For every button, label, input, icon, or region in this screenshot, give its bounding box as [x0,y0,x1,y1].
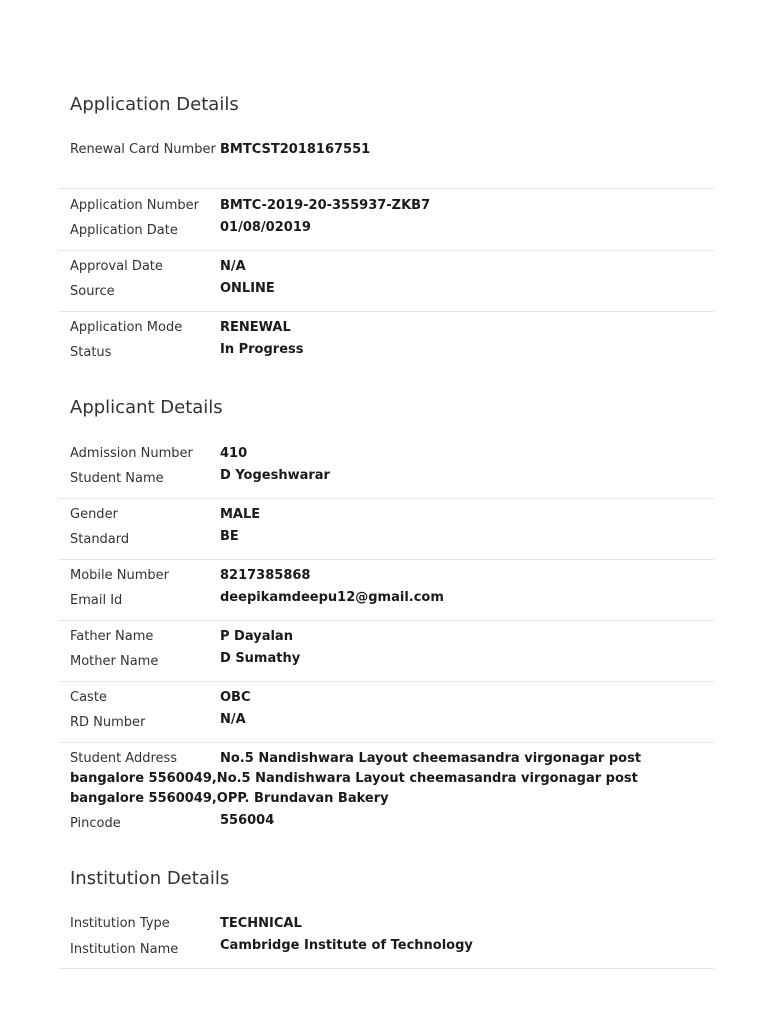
renewal-card-row [58,140,714,189]
status-label: Status [70,345,112,360]
admission-number-label: Admission Number [70,446,193,461]
mother-name-label: Mother Name [70,654,159,669]
caste-value: OBC [220,690,251,705]
admission-row [58,444,714,499]
approval-date-label: Approval Date [70,259,163,274]
email-label: Email Id [70,593,123,608]
renewal-card-label: Renewal Card Number [70,142,216,157]
caste-label: Caste [70,690,107,705]
rd-number-label: RD Number [70,715,146,730]
institution-type-label: Institution Type [70,916,170,931]
institution-details-heading: Institution Details [70,868,230,889]
father-name-label: Father Name [70,629,154,644]
father-name-value: P Dayalan [220,629,293,644]
approval-date-value: N/A [220,259,246,274]
approval-date-row [58,257,714,312]
application-number-label: Application Number [70,198,199,213]
caste-row [58,688,714,743]
applicant-details-heading: Applicant Details [70,397,223,418]
application-number-value: BMTC-2019-20-355937-ZKB7 [220,198,431,213]
institution-type-row [58,914,714,969]
application-mode-label: Application Mode [70,320,183,335]
gender-value: MALE [220,507,261,522]
application-date-label: Application Date [70,223,178,238]
mobile-row [58,566,714,621]
institution-name-label: Institution Name [70,942,179,957]
pincode-value: 556004 [220,813,275,828]
student-address-label: Student Address [70,751,178,766]
source-label: Source [70,284,115,299]
application-mode-value: RENEWAL [220,320,291,335]
application-details-heading: Application Details [70,94,239,115]
application-date-value: 01/08/02019 [220,220,311,235]
student-address-value: No.5 Nandishwara Layout cheemasandra virgonagar post bangalore 5560049,No.5 Nandishwara Layout cheemasandra virgonagar post bangalore 5560049,OPP. Brundavan Bakery [70,751,642,806]
mother-name-value: D Sumathy [220,651,301,666]
application-number-row [58,196,714,251]
source-value: ONLINE [220,281,275,296]
mobile-number-value: 8217385868 [220,568,311,583]
application-mode-row [58,318,714,366]
standard-label: Standard [70,532,130,547]
gender-label: Gender [70,507,118,522]
rd-number-value: N/A [220,712,246,727]
email-value: deepikamdeepu12@gmail.com [220,590,444,605]
gender-row [58,505,714,560]
mobile-number-label: Mobile Number [70,568,169,583]
student-name-value: D Yogeshwarar [220,468,330,483]
institution-type-value: TECHNICAL [220,916,302,931]
admission-number-value: 410 [220,446,248,461]
institution-name-value: Cambridge Institute of Technology [220,938,473,953]
standard-value: BE [220,529,239,544]
student-name-label: Student Name [70,471,164,486]
status-value: In Progress [220,342,304,357]
father-row [58,627,714,682]
pincode-label: Pincode [70,816,121,831]
renewal-card-value: BMTCST2018167551 [220,142,371,157]
address-row [58,749,714,839]
